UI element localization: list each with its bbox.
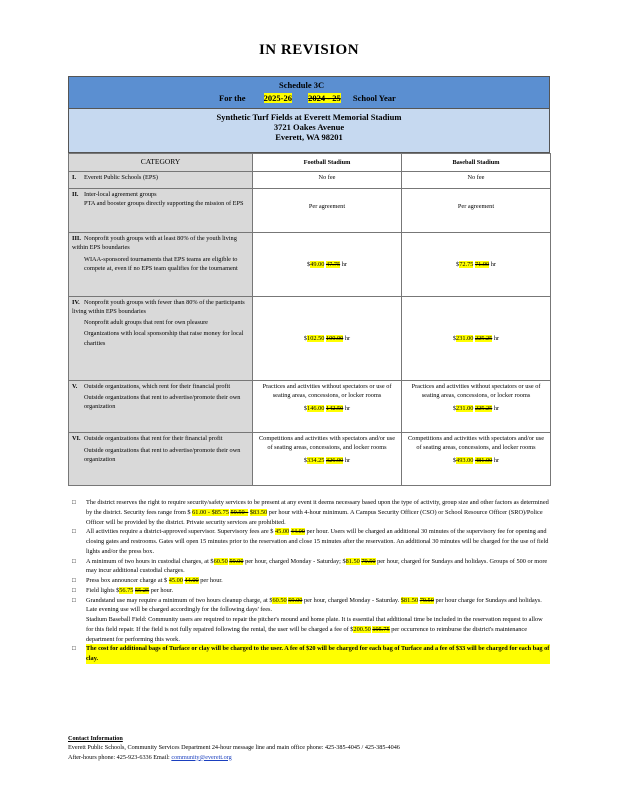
baseball-fee: No fee bbox=[402, 172, 551, 189]
baseball-header: Baseball Stadium bbox=[402, 154, 551, 172]
venue-header bbox=[68, 109, 550, 153]
row-category: Outside organizations that rent to advertise/promote their own organization bbox=[84, 394, 241, 411]
table-row bbox=[69, 172, 551, 189]
year-old: 2024 - 25 bbox=[308, 93, 341, 103]
row-category: PTA and booster groups directly supporting the mission of EPS bbox=[84, 200, 244, 208]
list-item: □ Press box announcer charge at $ 45.00 44.00 per hour. bbox=[72, 577, 223, 584]
row-number: VI. bbox=[72, 435, 81, 442]
row-category: Inter-local agreement groups bbox=[84, 191, 157, 198]
football-fee: Per agreement bbox=[253, 189, 402, 233]
list-item: □ Grandstand use may require a minimum of two hours cleanup charge, at $60.50 59.00 per hour, charged Monday - Saturday. $81.50 79.50 per hour charge for Sundays and holidays. Late evening use will be charged accordingly for the following days' fees. bbox=[72, 596, 542, 614]
baseball-fee: Per agreement bbox=[402, 189, 551, 233]
venue-name: Synthetic Turf Fields at Everett Memorial Stadium bbox=[216, 112, 402, 122]
football-fee: Practices and activities without spectators or use of seating areas, concessions, or locker rooms $146.00 142.50 hr bbox=[253, 381, 402, 433]
row-category: Everett Public Schools (EPS) bbox=[84, 174, 158, 181]
fee-description: Practices and activities without spectators or use of seating areas, concessions, or locker rooms bbox=[411, 383, 541, 400]
table-row bbox=[69, 297, 551, 381]
schedule-header bbox=[68, 76, 550, 109]
row-category: Nonprofit adult groups that rent for own pleasure bbox=[84, 319, 208, 327]
football-fee: $49.00 47.75 hr bbox=[253, 233, 402, 297]
football-header: Football Stadium bbox=[253, 154, 402, 172]
page-title: IN REVISION bbox=[258, 42, 360, 58]
football-fee: Competitions and activities with spectators and/or use of seating areas, concessions, and locker rooms $334.25 326.00 hr bbox=[253, 433, 402, 486]
fee-description: Competitions and activities with spectators and/or use of seating areas, concessions, and locker rooms bbox=[407, 435, 545, 452]
list-item: □ The district reserves the right to require security/safety services to be present at any event it deems necessary based upon the type of activity, group size and other factors as determined by the district. Security fees range from $ 61.00 - $85.75 59.50 - $83.50 per hour with 4-hour minimum. A Campus Security Officer (CSO) or School Resource Officer (SRO)/Police Officer will be provided by the district. Private security services are prohibited. bbox=[72, 499, 549, 526]
list-item: □ The cost for additional bags of Turface or clay will be charged to the user. A fee of $20 will be charged for each bag of Turface and a fee of $33 will be charged for each bag of clay. bbox=[72, 645, 550, 662]
school-year-label: School Year bbox=[352, 93, 396, 103]
fee-table bbox=[68, 153, 551, 486]
contact-line: Everett Public Schools, Community Services Department 24-hour message line and main office phone: 425-385-4045 / 425-385-4046 bbox=[68, 744, 400, 752]
row-category: Outside organizations, which rent for their financial profit bbox=[84, 383, 231, 390]
fee-description: Practices and activities without spectators or use of seating areas, concessions, or locker rooms bbox=[262, 383, 392, 400]
table-row bbox=[69, 189, 551, 233]
row-number: IV. bbox=[72, 299, 80, 306]
baseball-fee: $231.00 225.25 hr bbox=[402, 297, 551, 381]
schedule-line: Schedule 3C bbox=[279, 80, 325, 90]
row-category: Outside organizations that rent to advertise/promote their own organization bbox=[84, 447, 241, 464]
football-fee: No fee bbox=[253, 172, 402, 189]
year-new: 2025-26 bbox=[263, 93, 292, 103]
list-item: □ Field lights $56.75 55.25 per hour. bbox=[72, 586, 174, 594]
list-item: □ All activities require a district-approved supervisor. Supervisory fees are $ 45.00 44.00 per hour. Users will be charged an additional 30 minutes of the supervisory fee for opening and closing gates and restrooms. Gates will open 15 minutes prior to the reservation and close 15 minutes after the reservation. An additional 30 minutes will be charged for the use of field lights and/or the press box. bbox=[72, 528, 549, 555]
venue-address: 3721 Oakes Avenue bbox=[273, 122, 345, 132]
for-label: For the bbox=[219, 93, 246, 103]
table-row bbox=[69, 381, 551, 433]
list-item: Stadium Baseball Field: Community users are required to repair the pitcher's mound and home plate. It is essential that additional time be included in the reservation request to allow for this field repair. If the field is not fully repaired following the rental, the user will be charged a fee of $200.50 195.75 per occurrence to reimburse the district's maintenance department for performing this work. bbox=[86, 616, 543, 643]
row-number: II. bbox=[72, 191, 79, 198]
email-link[interactable]: community@everett.org bbox=[171, 753, 232, 761]
row-category: Outside organizations that rent for their financial profit bbox=[84, 435, 223, 442]
baseball-fee: $72.75 71.00 hr bbox=[402, 233, 551, 297]
row-number: V. bbox=[72, 383, 78, 390]
football-fee: $102.50 100.00 hr bbox=[253, 297, 402, 381]
contact-line: After-hours phone: 425-923-6336 Email: community@everett.org bbox=[68, 753, 232, 761]
row-category: Nonprofit youth groups with at least 80% of the youth living within EPS boundaries bbox=[72, 235, 237, 252]
row-category: WIAA-sponsored tournaments that EPS teams are eligible to compete at, even if no EPS team qualifies for the tournament bbox=[84, 256, 238, 273]
baseball-fee: Practices and activities without spectators or use of seating areas, concessions, or locker rooms $231.00 225.25 hr bbox=[402, 381, 551, 433]
school-year-line bbox=[219, 93, 396, 103]
row-number: I. bbox=[72, 174, 77, 181]
venue-city: Everett, WA 98201 bbox=[275, 132, 343, 142]
contact-heading: Contact Information bbox=[68, 735, 123, 742]
row-number: III. bbox=[72, 235, 81, 242]
fee-description: Competitions and activities with spectators and/or use of seating areas, concessions, and locker rooms bbox=[258, 435, 396, 452]
table-row bbox=[69, 433, 551, 486]
category-header: CATEGORY bbox=[69, 154, 253, 172]
baseball-fee: Competitions and activities with spectators and/or use of seating areas, concessions, and locker rooms $493.00 481.00 hr bbox=[402, 433, 551, 486]
table-row bbox=[69, 233, 551, 297]
row-category: Organizations with local sponsorship that raise money for local charities bbox=[84, 330, 244, 347]
notes-list bbox=[72, 498, 550, 664]
contact-info bbox=[68, 734, 550, 762]
row-category: Nonprofit youth groups with fewer than 80% of the participants living within EPS boundaries bbox=[72, 299, 245, 316]
list-item: □ A minimum of two hours in custodial charges, at $60.50 59.00 per hour, charged Monday - Saturday; $81.50 79.50 per hour, charged for Sundays and holidays. Groups of 500 or more may incur additional custodial charges. bbox=[72, 557, 548, 575]
